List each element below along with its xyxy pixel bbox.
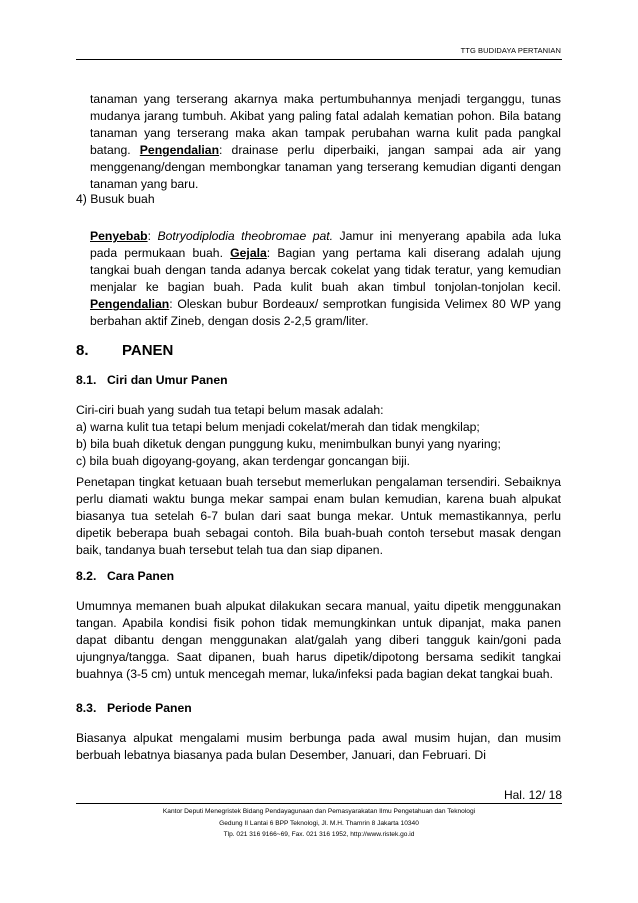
footer [0, 806, 638, 841]
section-8-2-heading [76, 569, 174, 583]
footer-line-1: Kantor Deputi Menegristek Bidang Pendayagunaan dan Pemasyarakatan Ilmu Pengetahuan dan Teknologi [162, 808, 476, 815]
species-name: Botryodiplodia theobromae pat. [157, 229, 334, 243]
intro-text-1: tanaman yang terserang akarnya maka pertumbuhannya menjadi terganggu, tunas mudanya jarang tumbuh. Akibat yang paling fatal adalah kematian pohon. Bila batang tanaman yang terserang maka akan tampak perubahan warna kulit pada pangkal batang. [90, 92, 561, 158]
ciri-item-b: b) bila buah diketuk dengan punggung kuku, menimbulkan bunyi yang nyaring; [76, 437, 501, 452]
intro-paragraph [90, 91, 561, 194]
section-8-1-number: 8.1. [76, 373, 97, 387]
item-4-title: 4) Busuk buah [76, 192, 155, 206]
pengendalian-label-2: Pengendalian [90, 297, 170, 312]
ciri-item-c: c) bila buah digoyang-goyang, akan terdengar goncangan biji. [76, 454, 411, 469]
section-8-1-paragraph: Penetapan tingkat ketuaan buah tersebut memerlukan pengalaman tersendiri. Sebaiknya perlu diamati waktu bunga mekar sampai enam bulan kemudian, karena buah alpukat biasanya tua setelah 6-7 bulan dari saat bunga mekar. Untuk memastikannya, perlu dipetik beberapa buah sebagai contoh. Bila buah-buah contoh tersebut masak dengan baik, tandanya buah tersebut telah tua dan siap dipanen. [76, 475, 561, 558]
footer-line-3: Tlp. 021 316 9166~69, Fax. 021 316 1952, http://www.ristek.go.id [223, 831, 415, 838]
running-header: TTG BUDIDAYA PERTANIAN [460, 46, 561, 55]
section-8-3-paragraph: Biasanya alpukat mengalami musim berbunga pada awal musim hujan, dan musim berbuah lebatnya biasanya pada bulan Desember, Januari, dan Februari. Di [76, 731, 561, 763]
header-rule [76, 59, 562, 60]
section-8-number: 8. [76, 342, 89, 359]
page-number: Hal. 12/ 18 [503, 788, 562, 802]
ciri-intro-line: Ciri-ciri buah yang sudah tua tetapi belum masak adalah: [76, 403, 384, 417]
section-8-title: PANEN [122, 342, 174, 359]
section-8-3-number: 8.3. [76, 701, 97, 715]
section-8-heading [76, 342, 173, 359]
ciri-item-a: a) warna kulit tua tetapi belum menjadi cokelat/merah dan tidak mengkilap; [76, 420, 480, 435]
section-8-3-heading [76, 701, 192, 715]
section-8-2-title: Cara Panen [107, 569, 175, 583]
intro-text-2: : drainase perlu diperbaiki, jangan sampai ada air yang menggenang/dengan membongkar tanaman yang terserang kemudian diganti dengan tanaman yang baru. [90, 143, 561, 192]
section-8-2-paragraph: Umumnya memanen buah alpukat dilakukan secara manual, yaitu dipetik menggunakan tangan. Apabila kondisi fisik pohon tidak memungkinkan untuk dipanjat, maka panen dapat dibantu dengan menggunakan alat/galah yang diberi tangguk kain/goni pada ujungnya/tangga. Saat dipanen, buah harus dipetik/dipotong bersama sedikit tangkai buahnya (3-5 cm) untuk mencegah memar, luka/infeksi pada bagian dekat tangkai buah. [76, 599, 561, 682]
footer-line-2: Gedung II Lantai 6 BPP Teknologi, Jl. M.H. Thamrin 8 Jakarta 10340 [219, 819, 419, 827]
section-8-2-number: 8.2. [76, 569, 97, 583]
footer-rule [76, 803, 562, 804]
busuk-buah-paragraph [90, 228, 561, 331]
gejala-label: Gejala [230, 246, 267, 261]
section-8-1-title: Ciri dan Umur Panen [107, 373, 228, 387]
busuk-sep: : [147, 229, 158, 243]
section-8-3-title: Periode Panen [107, 701, 192, 715]
ciri-list [76, 402, 561, 470]
busuk-text-3: : Oleskan bubur Bordeaux/ semprotkan fungisida Velimex 80 WP yang berbahan aktif Zineb, dengan dosis 2-2,5 gram/liter. [90, 297, 561, 329]
penyebab-label: Penyebab [90, 229, 148, 243]
pengendalian-label: Pengendalian [139, 143, 220, 158]
busuk-text-2: : Bagian yang pertama kali diserang adalah ujung tangkai buah dengan tanda adanya bercak cokelat yang tidak teratur, yang kemudian menjalar ke bagian buah. Pada kulit buah akan timbul tonjolan-tonjolan kecil. [90, 246, 562, 295]
busuk-text-1: Jamur ini menyerang apabila ada luka pada permukaan buah. [90, 229, 561, 261]
section-8-1-heading [76, 373, 228, 387]
